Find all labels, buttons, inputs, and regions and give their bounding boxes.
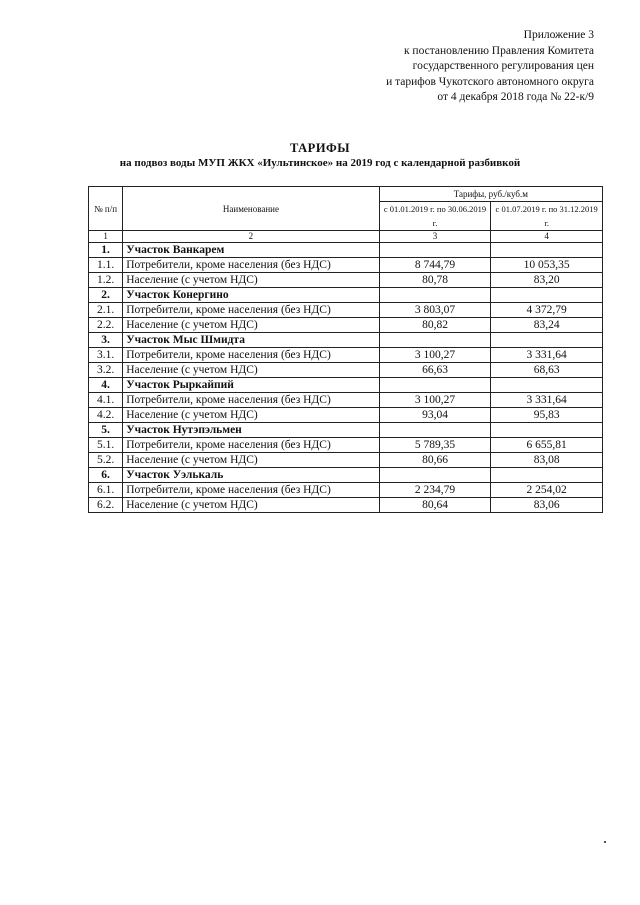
row-number: 4.2. [89,408,123,423]
tariff-period-2: 83,20 [491,273,603,288]
tariff-period-1: 3 100,27 [379,348,491,363]
column-number: 1 [89,231,123,243]
tariff-period-2: 95,83 [491,408,603,423]
tariffs-table [88,186,603,513]
table-row [89,363,603,378]
appendix-block [340,28,640,106]
section-number: 4. [89,378,123,393]
section-row [89,378,603,393]
section-row [89,333,603,348]
tariff-period-2: 6 655,81 [491,438,603,453]
table-row [89,438,603,453]
row-number: 6.2. [89,498,123,513]
table-row [89,408,603,423]
header-num: № п/п [89,187,123,231]
tariff-period-1: 66,63 [379,363,491,378]
tariff-period-2: 83,08 [491,453,603,468]
appendix-line: от 4 декабря 2018 года № 22-к/9 [437,91,594,103]
row-number: 4.1. [89,393,123,408]
row-number: 2.2. [89,318,123,333]
row-number: 3.2. [89,363,123,378]
row-name: Потребители, кроме населения (без НДС) [123,258,379,273]
section-row [89,288,603,303]
section-empty-cell [379,243,491,258]
section-empty-cell [379,378,491,393]
table-row [89,453,603,468]
section-row [89,468,603,483]
tariff-period-1: 3 803,07 [379,303,491,318]
appendix-line: Приложение 3 [523,29,594,41]
header-tariffs: Тарифы, руб./куб.м [379,187,602,202]
section-name: Участок Рыркайпий [123,378,379,393]
row-name: Население (с учетом НДС) [123,318,379,333]
appendix-line: и тарифов Чукотского автономного округа [386,75,594,88]
row-name: Потребители, кроме населения (без НДС) [123,483,379,498]
section-number: 5. [89,423,123,438]
appendix-line: к постановлению Правления Комитета [403,44,594,57]
tariff-period-2: 4 372,79 [491,303,603,318]
table-row [89,318,603,333]
table-row [89,393,603,408]
column-number: 4 [491,231,603,243]
tariff-period-2: 68,63 [491,363,603,378]
tariff-period-2: 2 254,02 [491,483,603,498]
tariff-period-2: 83,24 [491,318,603,333]
row-name: Потребители, кроме населения (без НДС) [123,303,379,318]
section-name: Участок Ванкарем [123,243,379,258]
tariff-period-1: 80,64 [379,498,491,513]
tariff-period-1: 5 789,35 [379,438,491,453]
row-number: 5.1. [89,438,123,453]
table-row [89,348,603,363]
row-number: 1.2. [89,273,123,288]
row-name: Потребители, кроме населения (без НДС) [123,348,379,363]
table-row [89,483,603,498]
row-name: Потребители, кроме населения (без НДС) [123,438,379,453]
table-row [89,498,603,513]
table-row [89,303,603,318]
section-name: Участок Уэлькаль [123,468,379,483]
section-empty-cell [491,243,603,258]
section-number: 6. [89,468,123,483]
section-name: Участок Нутэпэльмен [123,423,379,438]
tariff-period-1: 80,66 [379,453,491,468]
tariff-period-1: 3 100,27 [379,393,491,408]
section-empty-cell [491,378,603,393]
section-row [89,243,603,258]
table-row [89,273,603,288]
header-period-2: с 01.07.2019 г. по 31.12.2019 г. [491,202,603,231]
row-number: 1.1. [89,258,123,273]
section-empty-cell [491,423,603,438]
section-number: 1. [89,243,123,258]
tariff-period-1: 80,78 [379,273,491,288]
row-number: 5.2. [89,453,123,468]
tariff-period-2: 83,06 [491,498,603,513]
row-number: 3.1. [89,348,123,363]
table-body [89,243,603,513]
section-empty-cell [491,288,603,303]
column-number: 3 [379,231,491,243]
section-name: Участок Конергино [123,288,379,303]
header-period-1: с 01.01.2019 г. по 30.06.2019 г. [379,202,491,231]
section-empty-cell [379,423,491,438]
section-empty-cell [491,468,603,483]
row-number: 6.1. [89,483,123,498]
row-name: Население (с учетом НДС) [123,408,379,423]
tariff-period-1: 8 744,79 [379,258,491,273]
section-empty-cell [491,333,603,348]
appendix-line: государственного регулирования цен [412,60,594,72]
tariff-period-1: 93,04 [379,408,491,423]
row-name: Потребители, кроме населения (без НДС) [123,393,379,408]
section-empty-cell [379,288,491,303]
section-row [89,423,603,438]
header-name: Наименование [123,187,379,231]
section-empty-cell [379,468,491,483]
section-number: 3. [89,333,123,348]
table-row [89,258,603,273]
document-title: ТАРИФЫ [289,141,351,155]
row-name: Население (с учетом НДС) [123,498,379,513]
row-name: Население (с учетом НДС) [123,453,379,468]
section-number: 2. [89,288,123,303]
tariff-period-2: 10 053,35 [491,258,603,273]
section-empty-cell [379,333,491,348]
tariff-period-2: 3 331,64 [491,393,603,408]
row-name: Население (с учетом НДС) [123,363,379,378]
tariff-period-1: 80,82 [379,318,491,333]
document-subtitle: на подвоз воды МУП ЖКХ «Иультинское» на 2019 год с календарной разбивкой [119,157,521,169]
tariff-period-1: 2 234,79 [379,483,491,498]
row-name: Население (с учетом НДС) [123,273,379,288]
row-number: 2.1. [89,303,123,318]
column-number: 2 [123,231,379,243]
tariff-period-2: 3 331,64 [491,348,603,363]
section-name: Участок Мыс Шмидта [123,333,379,348]
scan-speck [604,841,606,843]
